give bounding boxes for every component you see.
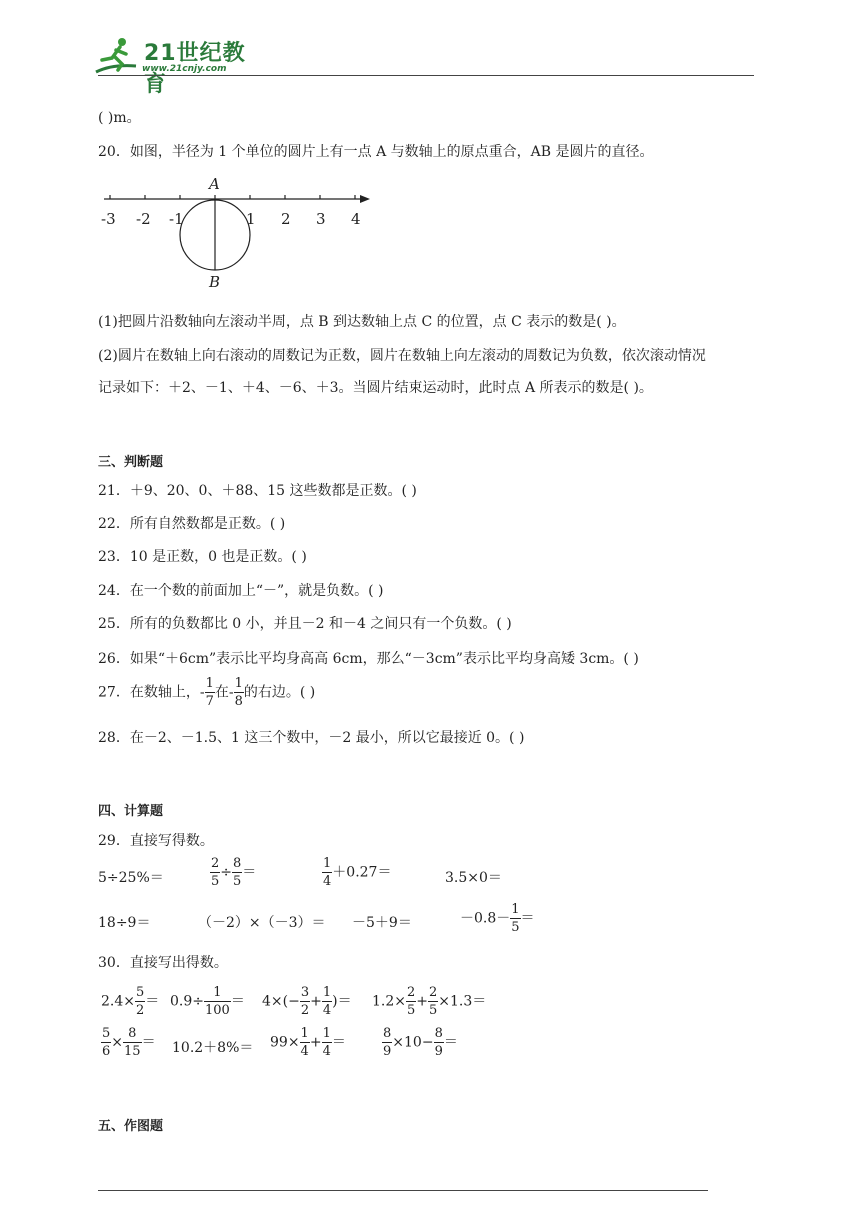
q27-neg2: - <box>228 684 234 701</box>
tick-label: 2 <box>281 210 291 228</box>
q22: 22．所有自然数都是正数。( ) <box>98 516 286 532</box>
q29-a: 5÷25%＝ <box>98 870 164 886</box>
tick-label: 4 <box>351 210 361 228</box>
section-4-title: 四、计算题 <box>98 804 164 819</box>
point-a-label: A <box>209 175 220 193</box>
q21: 21．＋9、20、0、＋88、15 这些数都是正数。( ) <box>98 483 417 499</box>
section-3-title: 三、判断题 <box>98 455 164 470</box>
q30-a: 2.4× $\frac{5}{2}$ ＝ <box>101 985 160 1018</box>
logo-url: www.21cnjy.com <box>142 64 227 74</box>
q27 <box>98 677 315 708</box>
q27-suffix: 的右边。( ) <box>243 684 316 701</box>
q29-g: －5＋9＝ <box>352 915 412 931</box>
q28: 28．在－2、－1.5、1 这三个数中，－2 最小，所以它最接近 0。( ) <box>98 730 525 746</box>
tick-label: 1 <box>246 210 256 228</box>
tick-label: -3 <box>101 210 116 228</box>
q25: 25．所有的负数都比 0 小，并且－2 和－4 之间只有一个负数。( ) <box>98 616 512 632</box>
q20-stem: 20．如图，半径为 1 个单位的圆片上有一点 A 与数轴上的原点重合，AB 是圆片的直径。 <box>98 144 654 160</box>
q20-sub2-line2: 记录如下：＋2、－1、＋4、－6、＋3。当圆片结束运动时，此时点 A 所表示的数是( )。 <box>98 380 653 396</box>
number-line-figure <box>98 175 378 290</box>
q30-c: 4×(− $\frac{3}{2}$ + $\frac{1}{4}$ )＝ <box>262 985 352 1018</box>
q29-f: （－2）×（－3）＝ <box>198 915 326 931</box>
q29-d: 3.5×0＝ <box>445 870 502 886</box>
fraction: $\frac{1}{8}$ <box>234 676 243 709</box>
q23: 23．10 是正数，0 也是正数。( ) <box>98 549 307 565</box>
q20-sub1: (1)把圆片沿数轴向左滚动半周，点 B 到达数轴上点 C 的位置，点 C 表示的数是( )。 <box>98 314 626 330</box>
footer-divider <box>98 1190 708 1191</box>
q29-stem: 29．直接写得数。 <box>98 833 214 849</box>
q27-prefix: 27．在数轴上， <box>98 684 200 701</box>
header-divider <box>98 75 754 76</box>
q24: 24．在一个数的前面加上“－”，就是负数。( ) <box>98 583 384 599</box>
q30-stem: 30．直接写出得数。 <box>98 955 228 971</box>
q29-e: 18÷9＝ <box>98 915 151 931</box>
q20-sub2-line1: (2)圆片在数轴上向右滚动的周数记为正数，圆片在数轴上向左滚动的周数记为负数，依次滚动情况 <box>98 348 706 364</box>
tick-label: 3 <box>316 210 326 228</box>
q30-h: $\frac{8}{9}$ ×10− $\frac{8}{9}$ ＝ <box>383 1026 458 1059</box>
q30-f: 10.2＋8%＝ <box>172 1040 254 1056</box>
q30-d: 1.2× $\frac{2}{5}$ + $\frac{2}{5}$ ×1.3＝ <box>372 985 487 1018</box>
runner-logo-icon <box>92 34 140 78</box>
q30-b: 0.9÷ $\frac{1}{100}$ ＝ <box>170 985 245 1018</box>
q29-h: －0.8－ $\frac{1}{5}$ ＝ <box>460 902 535 935</box>
site-logo <box>92 34 262 97</box>
q19-tail: ( )m。 <box>98 110 141 126</box>
q30-g: 99× $\frac{1}{4}$ + $\frac{1}{4}$ ＝ <box>270 1026 346 1059</box>
q30-e: $\frac{5}{6}$ × $\frac{8}{15}$ ＝ <box>102 1026 156 1059</box>
tick-marks <box>110 195 355 199</box>
tick-label: -1 <box>169 210 184 228</box>
q29-c: $\frac{1}{4}$ ＋0.27＝ <box>323 856 392 889</box>
tick-label: -2 <box>136 210 151 228</box>
section-5-title: 五、作图题 <box>98 1119 164 1134</box>
q29-b: $\frac{2}{5}$ ÷ $\frac{8}{5}$ ＝ <box>211 856 257 889</box>
q27-neg: - <box>199 684 205 701</box>
q27-mid: 在 <box>214 684 229 701</box>
point-b-label: B <box>209 273 221 290</box>
logo-title: 21世纪教育 <box>144 41 246 97</box>
q26: 26．如果“＋6cm”表示比平均身高高 6cm，那么“－3cm”表示比平均身高矮 3cm。( ) <box>98 651 639 667</box>
fraction: $\frac{1}{7}$ <box>205 676 214 709</box>
